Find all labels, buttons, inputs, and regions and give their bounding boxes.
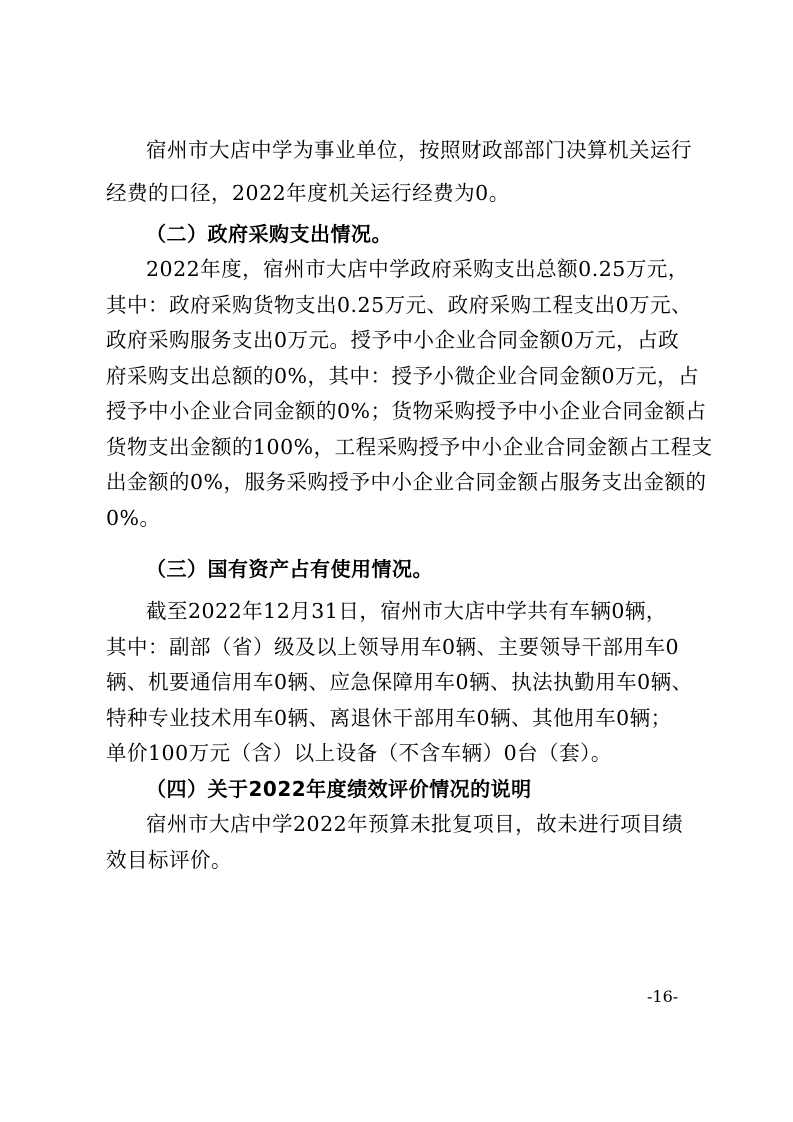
text-line: 2022年度，宿州市大店中学政府采购支出总额0.25万元， [146, 257, 689, 281]
text-line: 府采购支出总额的0%，其中：授予小微企业合同金额0万元，占 [106, 364, 700, 388]
text-line: 政府采购服务支出0万元。授予中小企业合同金额0万元，占政 [106, 328, 680, 352]
text-line: 0%。 [106, 506, 161, 530]
page-number: -16- [647, 987, 679, 1006]
section-heading: （三）国有资产占有使用情况。 [146, 557, 433, 581]
text-line: 经费的口径，2022年度机关运行经费为0。 [106, 181, 510, 205]
section-heading: （四）关于2022年度绩效评价情况的说明 [146, 777, 532, 801]
text-line: 单价100万元（含）以上设备（不含车辆）0台（套）。 [106, 741, 612, 765]
text-line: 效目标评价。 [106, 848, 232, 872]
text-line: 出金额的0%，服务采购授予中小企业合同金额占服务支出金额的 [106, 470, 707, 494]
text-line: 辆、机要通信用车0辆、应急保障用车0辆、执法执勤用车0辆、 [106, 670, 693, 694]
text-line: 宿州市大店中学为事业单位，按照财政部部门决算机关运行 [146, 138, 692, 162]
text-line: 授予中小企业合同金额的0%；货物采购授予中小企业合同金额占 [106, 399, 707, 423]
text-line: 特种专业技术用车0辆、离退休干部用车0辆、其他用车0辆； [106, 706, 672, 730]
text-line: 其中：副部（省）级及以上领导用车0辆、主要领导干部用车0 [106, 635, 680, 659]
section-heading: （二）政府采购支出情况。 [146, 222, 392, 246]
text-line: 宿州市大店中学2022年预算未批复项目，故未进行项目绩 [146, 812, 684, 836]
text-line: 其中：政府采购货物支出0.25万元、政府采购工程支出0万元、 [106, 293, 693, 317]
text-line: 截至2022年12月31日，宿州市大店中学共有车辆0辆， [146, 599, 667, 623]
text-line: 货物支出金额的100%，工程采购授予中小企业合同金额占工程支 [106, 435, 713, 459]
